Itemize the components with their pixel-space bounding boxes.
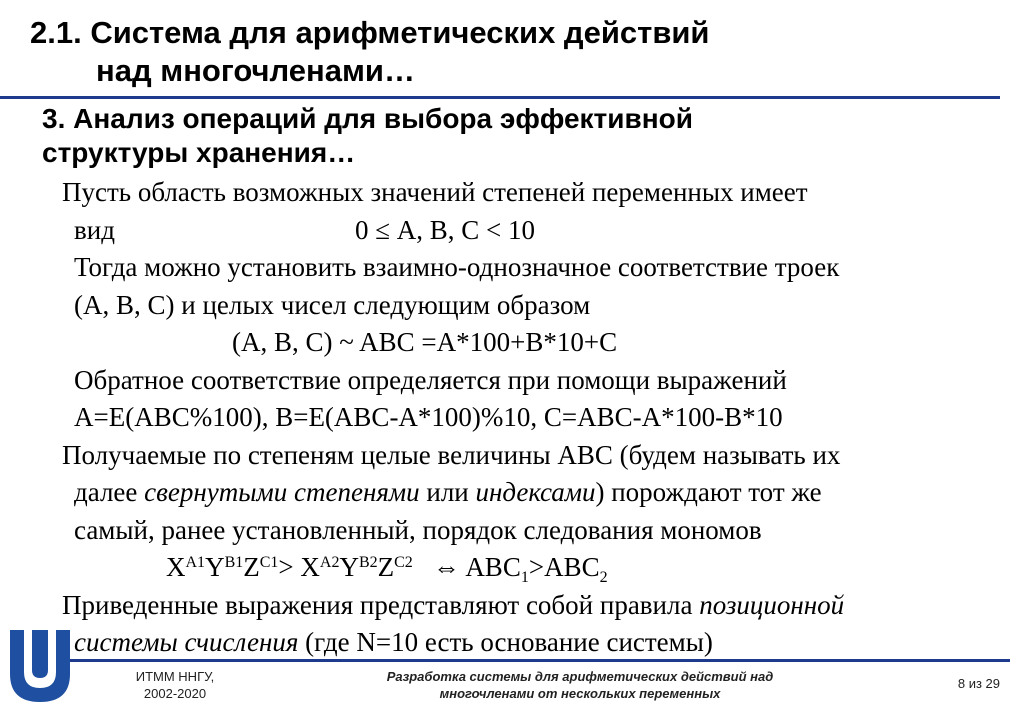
bullet-3-text: Приведенные выражения представляют собой правила xyxy=(62,589,700,620)
text-run: (где N=10 есть основание системы) xyxy=(298,627,713,657)
footer-org-name: ИТММ ННГУ, xyxy=(135,669,215,684)
var-x: X xyxy=(300,552,320,582)
bullet-2-line-1 xyxy=(32,437,1002,475)
exp: C1 xyxy=(259,554,279,571)
bullet-2-line-2 xyxy=(32,474,1002,512)
header-divider xyxy=(0,96,1000,99)
term-positional: позиционной xyxy=(699,589,845,620)
footer-course-title xyxy=(330,668,830,702)
bullet-2-text: Получаемые по степеням целые величины ABC (будем называть их xyxy=(62,439,841,470)
bullet-1-line-4: (A, B, C) и целых чисел следующим образом xyxy=(74,289,591,320)
inverse-formula: A=E(ABC%100), B=E(ABC-A*100)%10, C=ABC-A*100-B*10 xyxy=(74,402,783,432)
footer-organization xyxy=(120,668,230,702)
university-logo-icon xyxy=(6,626,74,704)
section-heading xyxy=(42,102,982,170)
var-z: Z xyxy=(377,552,395,582)
abc-term: >ABC xyxy=(528,552,600,582)
var-x: X xyxy=(166,552,186,582)
slide-title xyxy=(30,14,990,90)
exp: A2 xyxy=(319,554,340,571)
bullet-2-line-3: самый, ранее установленный, порядок следования мономов xyxy=(74,514,762,545)
term-folded-degrees: свернутыми степенями xyxy=(144,477,420,507)
term-number-system: системы счисления xyxy=(74,627,299,657)
footer-course-line-2: многочленами от нескольких переменных xyxy=(439,686,721,701)
section-heading-line-1: 3. Анализ операций для выбора эффективной xyxy=(42,103,693,134)
gt-sign: > xyxy=(278,552,294,582)
word-vid: вид xyxy=(74,214,115,245)
subscript: 2 xyxy=(599,569,608,586)
bullet-3-line-2 xyxy=(32,624,1002,662)
section-heading-line-2: структуры хранения… xyxy=(42,137,356,168)
bullet-1-line-3: Тогда можно установить взаимно-однозначное соответствие троек xyxy=(74,252,840,282)
title-line-1: 2.1. Система для арифметических действий xyxy=(30,15,710,50)
bullet-1-line-1 xyxy=(32,174,1002,212)
exp: A1 xyxy=(185,554,206,571)
var-y: Y xyxy=(205,552,225,582)
text-run: или xyxy=(419,477,476,507)
term-indices: индексами xyxy=(475,477,596,507)
exp: C2 xyxy=(394,554,413,571)
iff-symbol: ⇔ xyxy=(433,552,461,582)
footer-divider xyxy=(70,659,1010,662)
slide-body xyxy=(32,174,1002,662)
bullet-3-line-1 xyxy=(32,587,1002,625)
text-run: далее xyxy=(74,477,145,507)
mapping-formula: (A, B, C) ~ ABC =A*100+B*10+C xyxy=(232,327,618,357)
bullet-1-text: Пусть область возможных значений степеней переменных имеет xyxy=(62,177,808,207)
footer-years: 2002-2020 xyxy=(143,686,207,701)
text-run: ) порождают тот же xyxy=(595,477,822,507)
footer-course-line-1: Разработка системы для арифметических действий над xyxy=(386,669,774,684)
subscript: 1 xyxy=(520,569,529,586)
range-expression: 0 ≤ A, B, C < 10 xyxy=(354,214,535,245)
exp: B1 xyxy=(224,554,244,571)
exp: B2 xyxy=(358,554,378,571)
monomial-order-formula xyxy=(32,549,1002,587)
bullet-1-line-6: Обратное соответствие определяется при помощи выражений xyxy=(74,364,787,395)
page-number: 8 из 29 xyxy=(957,676,1000,691)
var-z: Z xyxy=(243,552,260,582)
abc-term: ABC xyxy=(465,552,521,582)
var-y: Y xyxy=(339,552,359,582)
title-line-2: над многочленами… xyxy=(96,53,415,88)
bullet-1-line-2 xyxy=(32,212,1002,250)
